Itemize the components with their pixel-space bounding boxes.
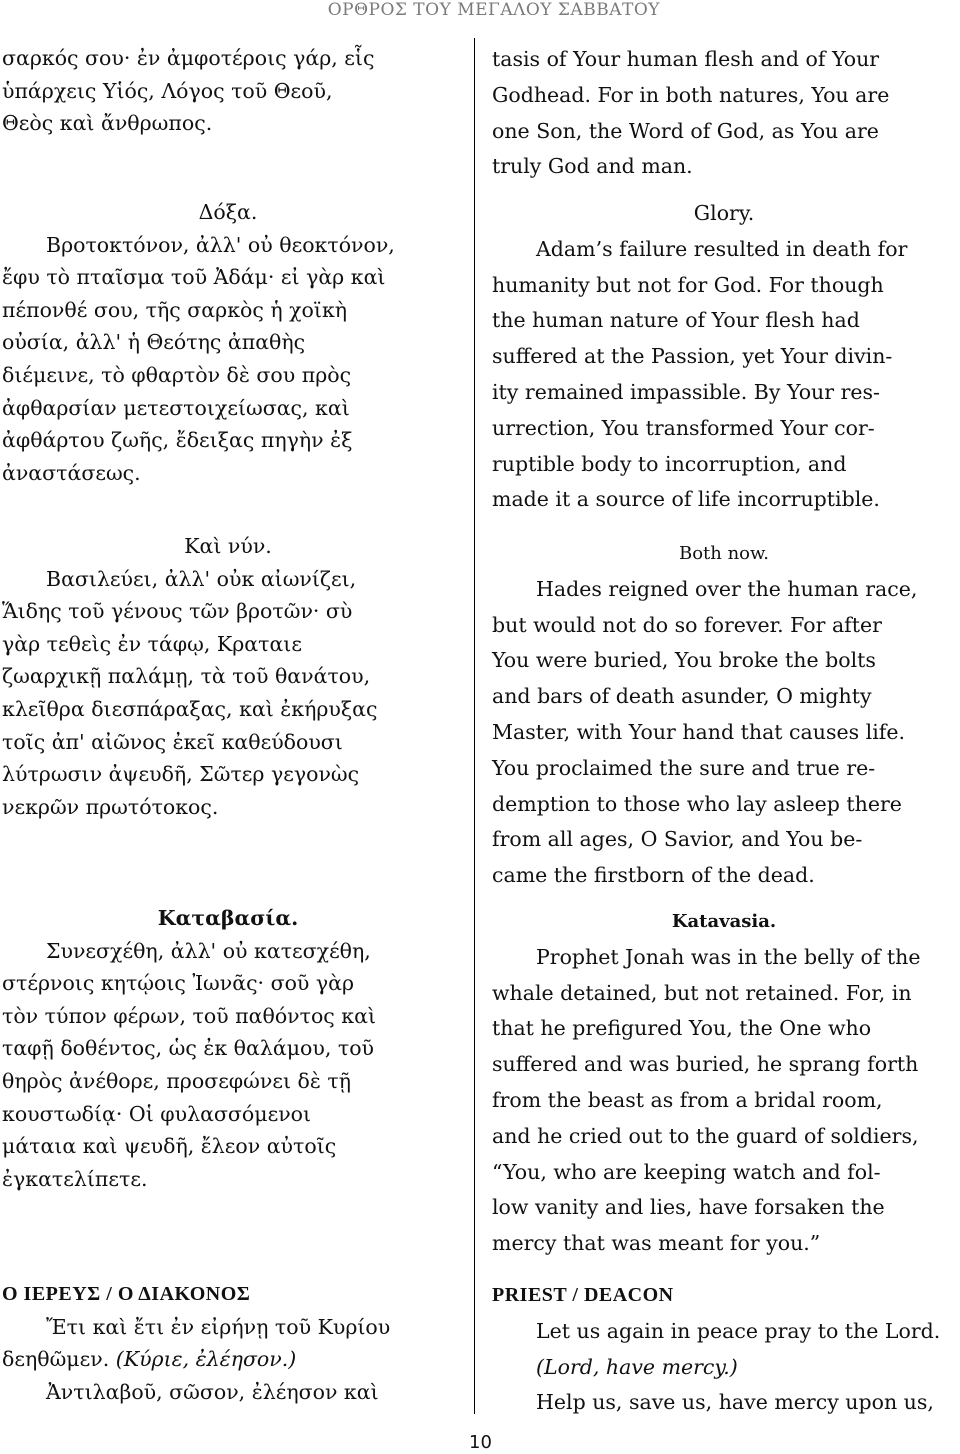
greek-both-line: τοῖς ἀπ' αἰῶνος ἐκεῖ καθεύδουσι (2, 729, 343, 754)
english-glory-line: urrection, You transformed Your cor- (492, 415, 875, 440)
greek-katavasia-line: ἐγκατελίπετε. (2, 1166, 148, 1191)
greek-katavasia-line: θηρὸς ἀνέθορε, προσεφώνει δὲ τῇ (2, 1068, 352, 1093)
page-number: 10 (469, 1432, 492, 1453)
greek-litany-response: (Κύριε, ἐλέησον.) (115, 1347, 297, 1372)
english-litany-response: (Lord, have mercy.) (536, 1354, 738, 1379)
english-katavasia-line: Prophet Jonah was in the belly of the (536, 944, 921, 969)
english-litany-line: Help us, save us, have mercy upon us, (536, 1390, 934, 1415)
english-both-line: came the firstborn of the dead. (492, 863, 815, 888)
greek-litany-line (2, 1343, 454, 1376)
english-intro-line: one Son, the Word of God, as You are (492, 118, 879, 143)
english-katavasia-line: that he prefigured You, the One who (492, 1016, 872, 1041)
english-both-line: from all ages, O Savior, and You be- (492, 827, 863, 852)
greek-both-line: γὰρ τεθεὶς ἐν τάφῳ, Κραταιε (2, 631, 302, 656)
greek-glory-line: ἀφθάρτου ζωῆς, ἔδειξας πηγὴν ἐξ (2, 428, 353, 453)
greek-glory-line: πέπονθέ σου, τῆς σαρκὸς ἡ χοϊκὴ (2, 297, 348, 322)
greek-katavasia-line: τὸν τύπον φέρων, τοῦ παθόντος καὶ (2, 1003, 376, 1028)
greek-rubric: Ο ΙΕΡΕΥΣ / Ο ΔΙΑΚΟΝΟΣ (2, 1283, 251, 1305)
greek-both-line: ζωαρχικῇ παλάμῃ, τὰ τοῦ θανάτου, (2, 664, 371, 689)
greek-intro-line: Θεὸς καὶ ἄνθρωπος. (2, 111, 213, 136)
english-katavasia-line: “You, who are keeping watch and fol- (492, 1159, 881, 1184)
english-katavasia-line: suffered and was buried, he sprang forth (492, 1052, 919, 1077)
greek-glory-line: ἔφυ τὸ πταῖσμα τοῦ Ἀδάμ· εἰ γὰρ καὶ (2, 265, 386, 290)
english-katavasia-line: low vanity and lies, have forsaken the (492, 1195, 885, 1220)
greek-katavasia-heading: Καταβασία. (157, 906, 299, 930)
greek-glory-line: Βροτοκτόνον, ἀλλ' οὐ θεοκτόνον, (46, 232, 395, 257)
english-katavasia-line: from the beast as from a bridal room, (492, 1087, 883, 1112)
english-glory-heading: Glory. (693, 201, 755, 225)
greek-both-line: Βασιλεύει, ἀλλ' οὐκ αἰωνίζει, (46, 566, 357, 591)
english-katavasia-line: mercy that was meant for you.” (492, 1231, 821, 1256)
english-katavasia-heading: Katavasia. (671, 911, 777, 932)
greek-both-heading: Καὶ νύν. (184, 534, 272, 558)
greek-intro-line: σαρκός σου· ἐν ἀμφοτέροις γάρ, εἷς (2, 46, 375, 70)
english-both-line: demption to those who lay asleep there (492, 791, 902, 816)
greek-both-line: λύτρωσιν ἀψευδῆ, Σῶτερ γεγονὼς (2, 762, 360, 787)
greek-katavasia-line: Συνεσχέθη, ἀλλ' οὐ κατεσχέθη, (46, 938, 371, 963)
english-both-line: You proclaimed the sure and true re- (492, 755, 876, 780)
greek-katavasia-line: στέρνοις κητῴοις Ἰωνᾶς· σοῦ γὰρ (2, 971, 355, 996)
greek-katavasia-line: κουστωδίᾳ· Οἱ φυλασσόμενοι (2, 1101, 312, 1126)
greek-glory-line: διέμεινε, τὸ φθαρτὸν δὲ σου πρὸς (2, 362, 352, 387)
english-both-line: You were buried, You broke the bolts (492, 648, 876, 673)
greek-glory-line: ἀφθαρσίαν μετεστοιχείωσας, καὶ (2, 395, 350, 420)
english-both-line: and bars of death asunder, O mighty (492, 684, 872, 709)
greek-both-line: νεκρῶν πρωτότοκος. (2, 794, 219, 819)
greek-katavasia-line: ταφῇ δοθέντος, ὡς ἐκ θαλάμου, τοῦ (2, 1036, 375, 1061)
column-divider (474, 38, 475, 1414)
english-rubric: PRIEST / DEACON (492, 1284, 674, 1306)
greek-litany-text: δεηθῶμεν. (2, 1347, 110, 1372)
english-glory-line: ity remained impassible. By Your res- (492, 379, 880, 404)
greek-both-line: κλεῖθρα διεσπάραξας, καὶ ἐκήρυξας (2, 696, 378, 721)
english-both-line: Master, with Your hand that causes life. (492, 719, 905, 744)
greek-intro-line: ὑπάρχεις Υἱός, Λόγος τοῦ Θεοῦ, (2, 78, 333, 103)
greek-both-line: Ἅιδης τοῦ γένους τῶν βροτῶν· σὺ (2, 599, 353, 624)
english-both-line: but would not do so forever. For after (492, 612, 882, 637)
english-glory-line: made it a source of life incorruptible. (492, 487, 880, 512)
english-intro-line: tasis of Your human flesh and of Your (492, 47, 880, 71)
greek-katavasia-line: μάταια καὶ ψευδῆ, ἔλεον αὐτοῖς (2, 1134, 337, 1159)
english-litany-line: Let us again in peace pray to the Lord. (536, 1318, 941, 1343)
english-both-line: Hades reigned over the human race, (536, 576, 918, 601)
greek-litany-line: Ἀντιλαβοῦ, σῶσον, ἐλέησον καὶ (46, 1379, 379, 1404)
english-glory-line: Adam’s failure resulted in death for (536, 236, 908, 261)
greek-litany-line: Ἔτι καὶ ἔτι ἐν εἰρήνῃ τοῦ Κυρίου (46, 1314, 391, 1339)
english-katavasia-line: and he cried out to the guard of soldiers, (492, 1123, 919, 1148)
greek-glory-line: οὐσία, ἀλλ' ἡ Θεότης ἀπαθὴς (2, 330, 306, 355)
greek-glory-heading: Δόξα. (198, 200, 258, 224)
english-katavasia-line: whale detained, but not retained. For, in (492, 980, 912, 1005)
english-intro-line: Godhead. For in both natures, You are (492, 82, 890, 107)
english-glory-line: ruptible body to incorruption, and (492, 451, 847, 476)
english-both-heading: Both now. (678, 543, 770, 564)
english-glory-line: the human nature of Your flesh had (492, 308, 860, 333)
greek-glory-line: ἀναστάσεως. (2, 460, 141, 485)
english-glory-line: humanity but not for God. For though (492, 272, 884, 297)
running-head: ΟΡΘΡΟΣ ΤΟΥ ΜΕΓΑΛΟΥ ΣΑΒΒΑΤΟΥ (327, 0, 660, 20)
english-intro-line: truly God and man. (492, 154, 693, 179)
english-glory-line: suffered at the Passion, yet Your divin- (492, 344, 893, 369)
